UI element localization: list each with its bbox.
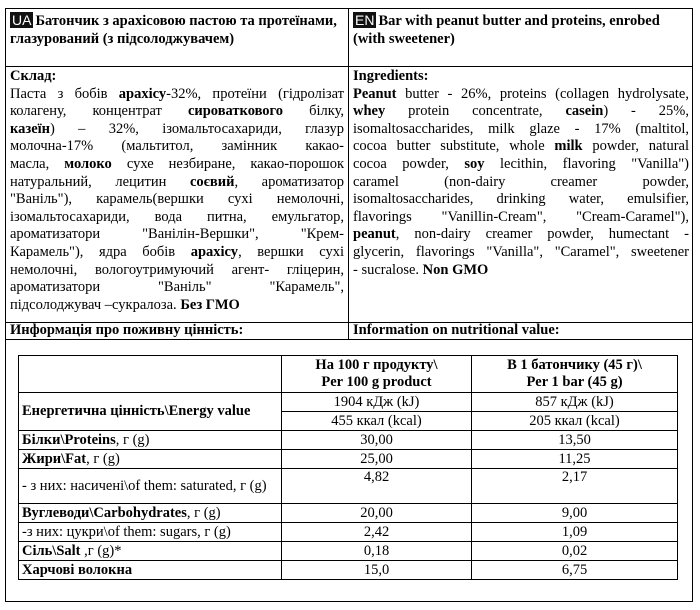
en-ingredients <box>353 68 689 279</box>
table-row: - з них: насичені\of them: saturated, г (g) 4,82 2,17 <box>19 469 678 504</box>
ua-line: ароматизатори "Ваніль" "Карамель", <box>10 279 344 296</box>
en-line: Peanut butter - 26%, proteins (collagen hydrolysate, <box>353 85 689 102</box>
table-row: Сіль\Salt ,г (g)* 0,18 0,02 <box>19 542 678 561</box>
en-line: cocoa butter substitute, whole milk powder, natural <box>353 138 689 155</box>
ua-line: Паста з бобів арахісу-32%, протеїни (гідролізат <box>10 85 344 102</box>
en-title: EN Bar with peanut butter and proteins, enrobed (with sweetener) <box>353 12 660 47</box>
energy-kcal-100g: 455 ккал (kcal) <box>282 412 472 431</box>
energy-kj-bar: 857 кДж (kJ) <box>472 393 678 412</box>
en-line: caramel (non-dairy creamer powder, <box>353 173 689 190</box>
table-row: Вуглеводи\Carbohydrates, г (g) 20,00 9,00 <box>19 504 678 523</box>
en-line: cocoa powder, soy lecithin, flavoring "Vanilla") <box>353 155 689 172</box>
energy-label: Енергетична цінність\Energy value <box>19 393 282 431</box>
ua-line: колагену, концентрат сироваткового білку, <box>10 103 344 120</box>
energy-kcal-bar: 205 ккал (kcal) <box>472 412 678 431</box>
ua-ingredients <box>10 68 344 314</box>
en-line: isomaltosaccharides, drinking water, emulsifier, <box>353 191 689 208</box>
table-row: -з них: цукри\of them: sugars, г (g) 2,42 1,09 <box>19 523 678 542</box>
header-divider <box>6 66 692 67</box>
ua-line: ароматизатори "Ванілін-Вершки", "Крем- <box>10 226 344 243</box>
col-per-bar-header: В 1 батончику (45 г)\ Per 1 bar (45 g) <box>472 356 678 393</box>
ua-line: ізомальтосахариди, вода питна, емульгатор, <box>10 208 344 225</box>
ua-line: Карамель"), ядра бобів арахісу, вершки сухі <box>10 243 344 260</box>
en-ingredients-heading: Ingredients: <box>353 68 429 84</box>
ua-line: підсолоджувач –сукралоза. Без ГМО <box>10 296 240 313</box>
nutrition-header-divider <box>6 339 692 340</box>
en-nutrition-heading: Information on nutritional value: <box>353 322 560 338</box>
nutrition-table <box>18 355 678 580</box>
ua-line: масла, молоко сухе незбиране, какао-порошок <box>10 155 344 172</box>
table-row: Жири\Fat, г (g) 25,00 11,25 <box>19 450 678 469</box>
ua-line: "Ваніль"), карамель(вершки сухі немолочні, <box>10 191 344 208</box>
ua-line: казеїн) – 32%, ізомальтосахариди, глазур <box>10 120 344 137</box>
en-line: - sucralose. Non GMO <box>353 261 489 278</box>
en-line: whey protein concentrate, casein) - 25%, <box>353 103 689 120</box>
ua-nutrition-heading: Информація про поживну цінність: <box>10 322 244 338</box>
ua-line: натуральний, лецитин соєвий, ароматизатор <box>10 173 344 190</box>
en-line: peanut, non-dairy creamer powder, humectant - <box>353 226 689 243</box>
table-empty-header-cell <box>19 356 282 393</box>
energy-kj-row <box>19 393 678 412</box>
energy-kj-100g: 1904 кДж (kJ) <box>282 393 472 412</box>
ua-language-code: UA <box>12 12 32 28</box>
column-divider <box>348 9 349 340</box>
en-line: isomaltosaccharides, milk glaze - 17% (maltitol, <box>353 120 689 137</box>
table-row: Білки\Proteins, г (g) 30,00 13,50 <box>19 431 678 450</box>
en-line: glycerin, flavorings "Vanilla", "Caramel", sweetener <box>353 243 689 260</box>
en-line: flavorings "Vanillin-Cream", "Cream-Caramel"), <box>353 208 689 225</box>
table-row: Харчові волокна 15,0 6,75 <box>19 561 678 580</box>
ua-line: молочна-17% (мальтитол, замінник какао- <box>10 138 344 155</box>
col-per-100g-header: На 100 г продукту\ Per 100 g product <box>282 356 472 393</box>
table-header-row <box>19 356 678 393</box>
ua-title: UA Батончик з арахісовою пастою та протеїнами, глазурований (з підсолоджувачем) <box>10 12 337 47</box>
ua-ingredients-heading: Склад: <box>10 68 57 84</box>
en-language-code: EN <box>355 12 375 28</box>
ua-line: немолочні, вологоутримуючий агент- гліцерин, <box>10 261 344 278</box>
